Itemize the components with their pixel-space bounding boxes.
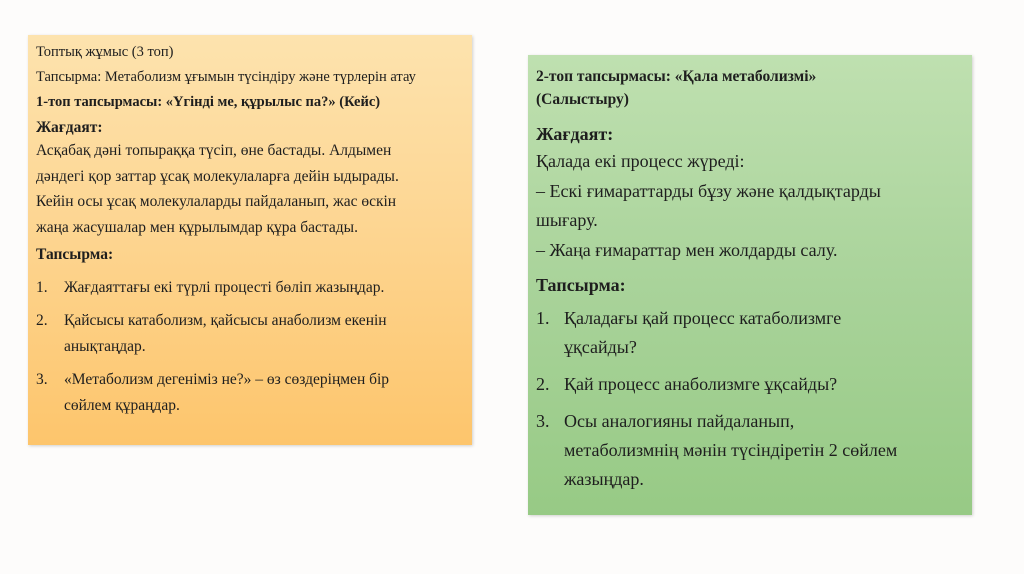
list-text <box>64 367 389 419</box>
list-text <box>64 275 384 301</box>
list-line: Қай процесс анаболизмге ұқсайды? <box>564 374 838 394</box>
list-number: 3. <box>536 411 550 431</box>
situation-line: Қалада екі процесс жүреді: <box>536 151 745 171</box>
situation-line: жаңа жасушалар мен құрылымдар құра бастады. <box>36 218 358 236</box>
list-item <box>536 407 958 494</box>
task-heading: Тапсырма: <box>536 275 626 295</box>
list-text <box>564 370 837 399</box>
list-line: Осы аналогияны пайдаланып, <box>564 411 795 431</box>
group-work-label: Топтық жұмыс (3 топ) <box>36 44 174 60</box>
list-line: Қаладағы қай процесс катаболизмге <box>564 308 842 328</box>
list-line: анықтаңдар. <box>64 338 146 355</box>
list-line: сөйлем құраңдар. <box>64 397 180 414</box>
list-text <box>64 308 387 360</box>
list-number: 2. <box>536 374 550 394</box>
list-line: ұқсайды? <box>564 337 637 357</box>
list-text <box>564 304 841 362</box>
card1-header <box>36 43 458 111</box>
list-number: 3. <box>36 371 48 388</box>
card1-title: 1-топ тапсырмасы: «Үгінді ме, құрылыс па?» (Кейс) <box>36 94 381 110</box>
situation-heading: Жағдаят: <box>36 119 103 136</box>
card2-title-line: 2-топ тапсырмасы: «Қала метаболизмі» <box>536 68 817 85</box>
list-line: Жағдаяттағы екі түрлі процесті бөліп жазыңдар. <box>64 279 385 296</box>
situation-line: – Жаңа ғимараттар мен жолдарды салу. <box>536 239 838 260</box>
group-task-card-1 <box>28 35 472 445</box>
list-line: жазыңдар. <box>564 469 644 489</box>
list-item <box>36 275 458 301</box>
list-item <box>36 367 458 419</box>
group-task-card-2 <box>528 55 972 515</box>
situation-heading: Жағдаят: <box>536 124 614 144</box>
task-description: Тапсырма: Метаболизм ұғымын түсіндіру және түрлерін атау <box>36 69 416 85</box>
situation-text <box>36 138 458 240</box>
situation-line: дәндегі қор заттар ұсақ молекулаларға дейін ыдырады. <box>36 167 399 185</box>
situation-text <box>536 147 958 265</box>
list-item <box>536 304 958 362</box>
task-heading: Тапсырма: <box>36 246 114 263</box>
situation-line: Асқабақ дәні топыраққа түсіп, өне бастады. Алдымен <box>36 142 392 159</box>
card2-title-line: (Салыстыру) <box>536 91 629 108</box>
task-list <box>536 304 958 494</box>
situation-line: – Ескі ғимараттарды бұзу және қалдықтарды <box>536 180 881 201</box>
list-number: 1. <box>36 279 48 296</box>
list-line: метаболизмнің мәнін түсіндіретін 2 сөйлем <box>564 440 898 460</box>
task-list <box>36 275 458 419</box>
situation-line: Кейін осы ұсақ молекулаларды пайдаланып, жас өскін <box>36 193 397 210</box>
card2-title <box>536 65 958 111</box>
situation-line: шығару. <box>536 210 598 230</box>
list-item <box>536 370 958 399</box>
list-line: Қайсысы катаболизм, қайсысы анаболизм екенін <box>64 312 387 329</box>
list-number: 2. <box>36 312 48 329</box>
list-text <box>564 407 897 494</box>
list-item <box>36 308 458 360</box>
list-number: 1. <box>536 308 550 328</box>
list-line: «Метаболизм дегеніміз не?» – өз сөздеріңмен бір <box>64 371 390 388</box>
